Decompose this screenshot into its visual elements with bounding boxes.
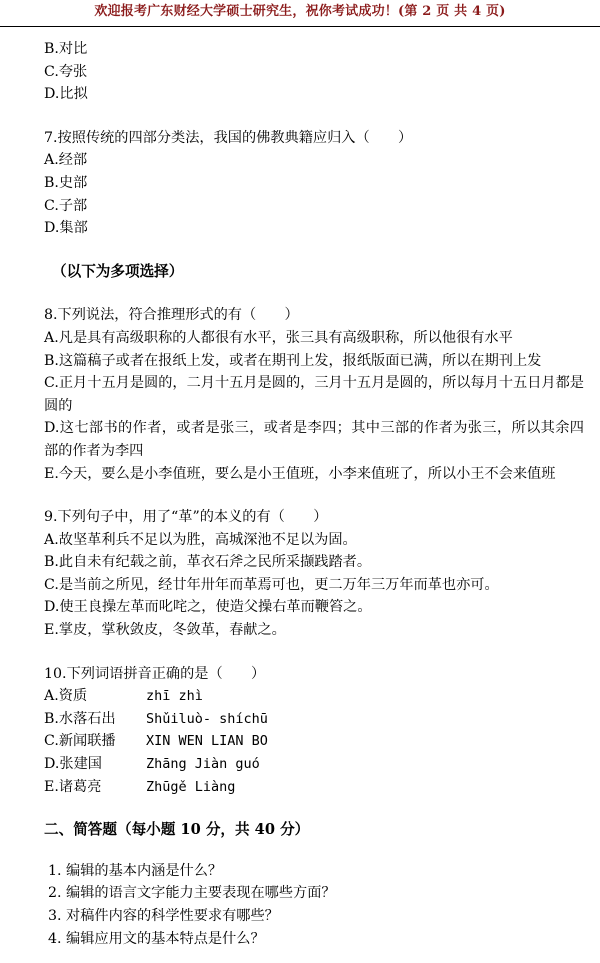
q7-stem: 7.按照传统的四部分类法，我国的佛教典籍应归入（ ） — [44, 129, 413, 146]
q7-option-c: C.子部 — [44, 197, 88, 214]
q7-option-d: D.集部 — [44, 220, 88, 237]
q8-option-d: D.这七部书的作者，或者是张三，或者是李四；其中三部的作者为张三，所以其余四部的作者为李四 — [44, 420, 584, 459]
q10-option-d — [44, 753, 584, 776]
q10-stem: 10.下列词语拼音正确的是（ ） — [44, 665, 266, 682]
q10-option-c — [44, 730, 584, 753]
q10-option-a-label: A.资质 — [44, 688, 88, 705]
q10-option-e — [44, 776, 584, 799]
q10-option-b-label: B.水落石出 — [44, 710, 116, 727]
q6-option-d: D.比拟 — [44, 86, 88, 103]
q9-option-e: E.掌皮，掌秋敛皮，冬敛革，春献之。 — [44, 622, 286, 639]
q10-option-b — [44, 708, 584, 731]
q9-option-d: D.使王良操左革而叱咤之，使造父操右革而鞭笞之。 — [44, 599, 372, 616]
short-answer-4: 4. 编辑应用文的基本特点是什么？ — [48, 930, 265, 947]
q6-option-c: C.夸张 — [44, 63, 88, 80]
q9-option-c: C.是当前之所见，经廿年卅年而革焉可也，更二万年三万年而革也亦可。 — [44, 576, 499, 593]
q9-option-b: B.此自未有纪载之前，革衣石斧之民所采撷践踏者。 — [44, 554, 372, 571]
short-answer-2: 2. 编辑的语言文字能力主要表现在哪些方面？ — [48, 885, 336, 902]
short-answer-1: 1. 编辑的基本内涵是什么？ — [48, 862, 223, 879]
q10-option-e-pinyin: Zhūgě Liàng — [146, 778, 236, 795]
section2-title: 二、简答题（每小题 10 分，共 40 分） — [44, 821, 310, 839]
q10-option-c-pinyin: XIN WEN LIAN BO — [146, 733, 268, 750]
q6-option-b: B.对比 — [44, 41, 88, 57]
q10-option-d-pinyin: Zhāng Jiàn guó — [146, 756, 260, 773]
q10-option-b-pinyin: Shǔiluò- shíchū — [146, 710, 268, 727]
q8-option-a: A.凡是具有高级职称的人都很有水平，张三具有高级职称，所以他很有水平 — [44, 329, 513, 346]
q10-option-c-label: C.新闻联播 — [44, 733, 116, 750]
q7-option-a: A.经部 — [44, 152, 88, 169]
q7-option-b: B.史部 — [44, 174, 88, 191]
q9-stem: 9.下列句子中，用了“革”的本义的有（ ） — [44, 509, 328, 526]
q8-stem: 8.下列说法，符合推理形式的有（ ） — [44, 307, 299, 324]
q8-option-b: B.这篇稿子或者在报纸上发，或者在期刊上发，报纸版面已满，所以在期刊上发 — [44, 352, 542, 369]
q10-option-a-pinyin: zhī zhì — [146, 688, 203, 705]
q10-option-d-label: D.张建国 — [44, 756, 102, 773]
q10-option-e-label: E.诸葛亮 — [44, 778, 102, 795]
q8-option-c: C.正月十五月是圆的，二月十五月是圆的，三月十五月是圆的，所以每月十五日月都是圆的 — [44, 375, 584, 414]
exam-content — [44, 38, 584, 950]
short-answer-3: 3. 对稿件内容的科学性要求有哪些？ — [48, 908, 279, 924]
q10-option-a — [44, 685, 584, 708]
page-header: 欢迎报考广东财经大学硕士研究生，祝你考试成功！(第 2 页 共 4 页) — [0, 0, 600, 27]
q9-option-a: A.故坚革利兵不足以为胜，高城深池不足以为固。 — [44, 531, 357, 548]
q8-option-e: E.今天，要么是小李值班，要么是小王值班，小李来值班了，所以小王不会来值班 — [44, 465, 556, 482]
multi-choice-section-title: （以下为多项选择） — [52, 262, 184, 280]
